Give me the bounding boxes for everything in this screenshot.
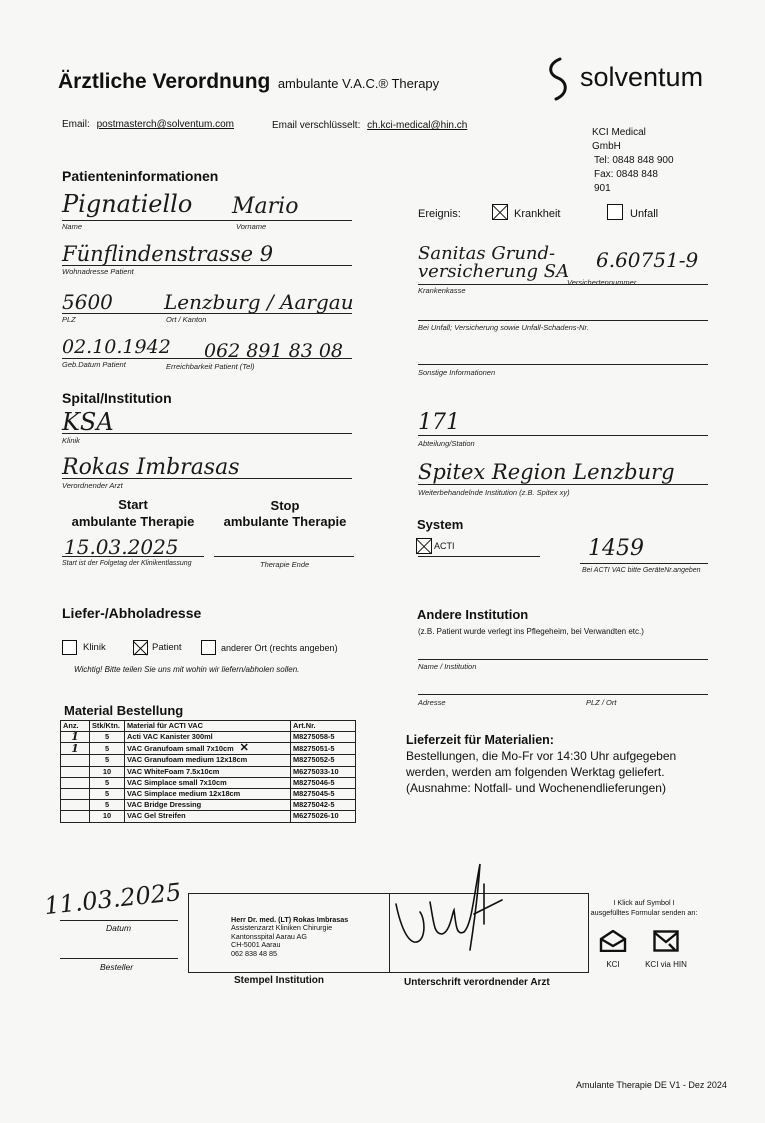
ende-label: Therapie Ende	[260, 560, 310, 569]
row-anz[interactable]	[61, 788, 90, 799]
material-table	[60, 720, 356, 823]
geraet-value[interactable]: 1459	[588, 536, 644, 561]
sonstige-line	[418, 364, 708, 365]
table-row[interactable]	[61, 743, 356, 755]
header-stk: Stk/Ktn.	[90, 721, 125, 732]
signature-box[interactable]	[390, 893, 589, 973]
form-title-main: Ärztliche Verordnung	[58, 70, 271, 93]
stamp-label: Stempel Institution	[234, 975, 324, 986]
row-artnr: M6275033-10	[291, 766, 356, 777]
row-material: VAC Simplace small 7x10cm	[125, 777, 291, 788]
liefer-anderer-checkbox[interactable]	[201, 640, 216, 655]
name-label: Name	[62, 222, 83, 231]
lieferzeit-line1: Bestellungen, die Mo-Fr vor 14:30 Uhr aufgegeben	[406, 749, 677, 763]
email-label: Email:	[62, 119, 90, 130]
liefer-section-title: Liefer-/Abholadresse	[62, 605, 202, 621]
stop-line	[214, 556, 354, 557]
patient-vorname-value[interactable]: Mario	[232, 194, 299, 219]
row-stk: 5	[90, 788, 125, 799]
form-version: Amulante Therapie DE V1 - Dez 2024	[576, 1080, 727, 1090]
row-material: VAC WhiteFoam 7.5x10cm	[125, 766, 291, 777]
row-stk: 5	[90, 732, 125, 743]
patient-ort-value[interactable]: Lenzburg / Aargau	[164, 290, 354, 314]
stamp-box[interactable]	[188, 893, 390, 973]
brand-name: solventum	[580, 62, 704, 92]
row-anz[interactable]	[61, 777, 90, 788]
header-artnr: Art.Nr.	[291, 721, 356, 732]
klinik-label: Klinik	[62, 436, 80, 445]
row-material: Acti VAC Kanister 300ml	[125, 732, 291, 743]
row-stk: 5	[90, 800, 125, 811]
patient-name-value[interactable]: Pignatiello	[62, 190, 193, 218]
table-row[interactable]	[61, 788, 356, 799]
andere-name-label: Name / Institution	[418, 662, 477, 671]
company-tel: Tel: 0848 848 900	[594, 155, 674, 166]
kasse-label: Krankenkasse	[418, 286, 466, 295]
geraet-line	[580, 563, 708, 564]
liefer-hinweis: Wichtig! Bitte teilen Sie uns mit wohin wir liefern/abholen sollen.	[74, 665, 300, 674]
lieferzeit-title: Lieferzeit für Materialien:	[406, 733, 554, 747]
sonstige-label: Sonstige Informationen	[418, 368, 496, 377]
row-anz[interactable]: 1	[61, 732, 90, 743]
row-material: VAC Bridge Dressing	[125, 800, 291, 811]
solventum-icon	[544, 56, 572, 102]
send-instructions	[586, 898, 702, 918]
start-note: Start ist der Folgetag der Klinikentlassung	[62, 560, 192, 567]
geraet-label: Bei ACTI VAC bitte GeräteNr.angeben	[582, 567, 701, 574]
klinik-value[interactable]: KSA	[62, 408, 114, 436]
station-line	[418, 435, 708, 436]
station-value[interactable]: 171	[418, 410, 460, 435]
start-line	[62, 556, 204, 557]
besteller-label: Besteller	[100, 962, 134, 972]
row-artnr: M8275042-5	[291, 800, 356, 811]
email-link[interactable]: postmasterch@solventum.com	[96, 119, 234, 130]
andere-plz-label: PLZ / Ort	[586, 698, 617, 707]
spital-section-title: Spital/Institution	[62, 390, 172, 406]
signature-image	[390, 854, 588, 964]
row-anz[interactable]	[61, 811, 90, 822]
row-anz[interactable]	[61, 755, 90, 766]
datum-label: Datum	[106, 923, 132, 933]
liefer-anderer-label: anderer Ort (rechts angeben)	[221, 643, 338, 653]
kasse-line	[418, 284, 708, 285]
arzt-value[interactable]: Rokas Imbrasas	[62, 455, 240, 480]
solventum-logo	[544, 56, 714, 106]
row-artnr: M6275026-10	[291, 811, 356, 822]
patient-address-value[interactable]: Fünflindenstrasse 9	[62, 242, 274, 266]
header-material: Material für ACTI VAC	[125, 721, 291, 732]
material-header-row	[61, 721, 356, 732]
stamp-text	[231, 916, 348, 958]
row-anz[interactable]	[61, 766, 90, 777]
address-label: Wohnadresse Patient	[62, 267, 134, 276]
start-title: Start	[118, 497, 148, 512]
weiter-label: Weiterbehandelnde Institution (z.B. Spitex xy)	[418, 488, 570, 497]
liefer-klinik-label: Klinik	[83, 642, 106, 653]
versnr-value[interactable]: 6.60751-9	[596, 248, 699, 272]
row-stk: 5	[90, 743, 125, 755]
patient-section-title: Patienteninformationen	[62, 168, 219, 184]
row-anz[interactable]	[61, 800, 90, 811]
andere-sub: (z.B. Patient wurde verlegt ins Pflegeheim, bei Verwandten etc.)	[418, 627, 644, 636]
andere-name-line	[418, 659, 708, 660]
row-artnr: M8275052-5	[291, 755, 356, 766]
kci-mail-button[interactable]	[598, 930, 628, 970]
stamp-line: Assistenzarzt Kliniken Chirurgie	[231, 923, 333, 933]
ereignis-label: Ereignis:	[418, 208, 461, 220]
system-label: System	[417, 517, 464, 532]
start-subtitle: ambulante Therapie	[71, 514, 195, 529]
lieferzeit-block	[406, 732, 676, 796]
material-section-title: Material Bestellung	[64, 703, 184, 718]
stamp-line: Herr Dr. med. (LT) Rokas Imbrasas	[231, 915, 349, 924]
dob-line	[62, 358, 352, 359]
arzt-label: Verordnender Arzt	[62, 481, 123, 490]
ort-label: Ort / Kanton	[166, 315, 207, 324]
table-row[interactable]	[61, 800, 356, 811]
company-fax: Fax: 0848 848 901	[594, 169, 658, 194]
email-enc-link[interactable]: ch.kci-medical@hin.ch	[367, 120, 468, 131]
besteller-line	[60, 958, 178, 959]
row-artnr: M8275046-5	[291, 777, 356, 788]
andere-adresse-line	[418, 694, 708, 695]
arzt-line	[62, 478, 352, 479]
table-row[interactable]	[61, 766, 356, 777]
klinik-line	[62, 433, 352, 434]
row-stk: 10	[90, 766, 125, 777]
row-anz[interactable]: 1	[61, 743, 90, 755]
table-row[interactable]	[61, 755, 356, 766]
email-row	[62, 119, 234, 130]
name-line	[62, 220, 352, 221]
unfall-label: Unfall	[630, 208, 659, 220]
stop-subtitle: ambulante Therapie	[223, 514, 347, 529]
row-material: VAC Simplace medium 12x18cm	[125, 788, 291, 799]
row-artnr: M8275058-5	[291, 732, 356, 743]
stamp-line: CH-5001 Aarau	[231, 940, 281, 950]
plz-line	[62, 313, 352, 314]
system-line	[418, 556, 540, 557]
send-line-2: ausgefülltes Formular senden an:	[590, 908, 698, 917]
address-line	[62, 265, 352, 266]
row-material: VAC Gel Streifen	[125, 811, 291, 822]
weiter-line	[418, 484, 708, 485]
secure-envelope-icon	[653, 930, 679, 952]
dob-label: Geb.Datum Patient	[62, 360, 126, 369]
weiter-value[interactable]: Spitex Region Lenzburg	[418, 460, 675, 484]
row-material: VAC Granufoam medium 12x18cm	[125, 755, 291, 766]
andere-adresse-label: Adresse	[418, 698, 446, 707]
start-date-value[interactable]: 15.03.2025	[64, 535, 179, 559]
lieferzeit-line3: (Ausnahme: Notfall- und Wochenendlieferungen)	[406, 781, 666, 795]
datum-value[interactable]: 11.03.2025	[42, 877, 183, 921]
stop-title: Stop	[270, 498, 300, 513]
kci-hin-mail-button[interactable]	[644, 930, 688, 970]
row-material-text: VAC Granufoam small 7x10cm	[127, 744, 234, 754]
table-row[interactable]	[61, 811, 356, 822]
email-enc-label: Email verschlüsselt:	[272, 120, 361, 131]
form-title-sub: ambulante V.A.C.® Therapy	[277, 76, 440, 91]
table-row[interactable]	[61, 777, 356, 788]
patient-plz-value[interactable]: 5600	[62, 290, 113, 314]
liefer-klinik-checkbox[interactable]	[62, 640, 77, 655]
liefer-patient-label: Patient	[152, 642, 182, 653]
krankenkasse-value[interactable]: Sanitas Grund-versicherung SA	[418, 243, 570, 282]
form-title	[58, 70, 439, 94]
row-stk: 10	[90, 811, 125, 822]
row-stk: 5	[90, 777, 125, 788]
row-stk: 5	[90, 755, 125, 766]
patient-dob-value[interactable]: 02.10.1942	[62, 336, 171, 358]
lieferzeit-line2: werden, werden am folgenden Werktag geliefert.	[406, 765, 665, 779]
acti-checkbox[interactable]	[416, 538, 432, 554]
signature-label: Unterschrift verordnender Arzt	[404, 977, 550, 988]
table-row[interactable]	[61, 732, 356, 743]
acti-label: ACTI	[434, 541, 455, 551]
header-anz: Anz.	[61, 721, 90, 732]
liefer-patient-checkbox[interactable]	[133, 640, 148, 655]
row-material	[125, 743, 291, 755]
cross-mark-icon: ✕	[239, 742, 249, 755]
vorname-label: Vorname	[236, 222, 267, 231]
unfall-checkbox[interactable]	[607, 204, 623, 220]
stamp-line: 062 838 48 85	[231, 948, 277, 958]
company-info	[590, 126, 676, 196]
row-artnr: M8275051-5	[291, 743, 356, 755]
krankheit-label: Krankheit	[514, 208, 561, 220]
krankheit-checkbox[interactable]	[492, 204, 508, 220]
patient-phone-value[interactable]: 062 891 83 08	[204, 340, 344, 362]
open-envelope-icon	[599, 930, 627, 952]
andere-section-title: Andere Institution	[417, 607, 529, 622]
unfall-line	[418, 320, 708, 321]
unfall-info-label: Bei Unfall; Versicherung sowie Unfall-Schadens-Nr.	[418, 323, 589, 332]
datum-line	[60, 920, 178, 921]
stamp-line: Kantonsspital Aarau AG	[231, 931, 307, 941]
email-enc-row	[272, 120, 467, 131]
station-label: Abteilung/Station	[418, 439, 475, 448]
send-line-1: I Klick auf Symbol I	[613, 898, 675, 907]
plz-label: PLZ	[62, 315, 76, 324]
phone-label: Erreichbarkeit Patient (Tel)	[166, 362, 255, 371]
company-name: KCI Medical GmbH	[592, 127, 646, 152]
row-artnr: M8275045-5	[291, 788, 356, 799]
kci-hin-label: KCI via HIN	[645, 960, 687, 969]
versnr-label: Versichertennummer	[567, 278, 637, 287]
kci-label: KCI	[606, 960, 620, 969]
